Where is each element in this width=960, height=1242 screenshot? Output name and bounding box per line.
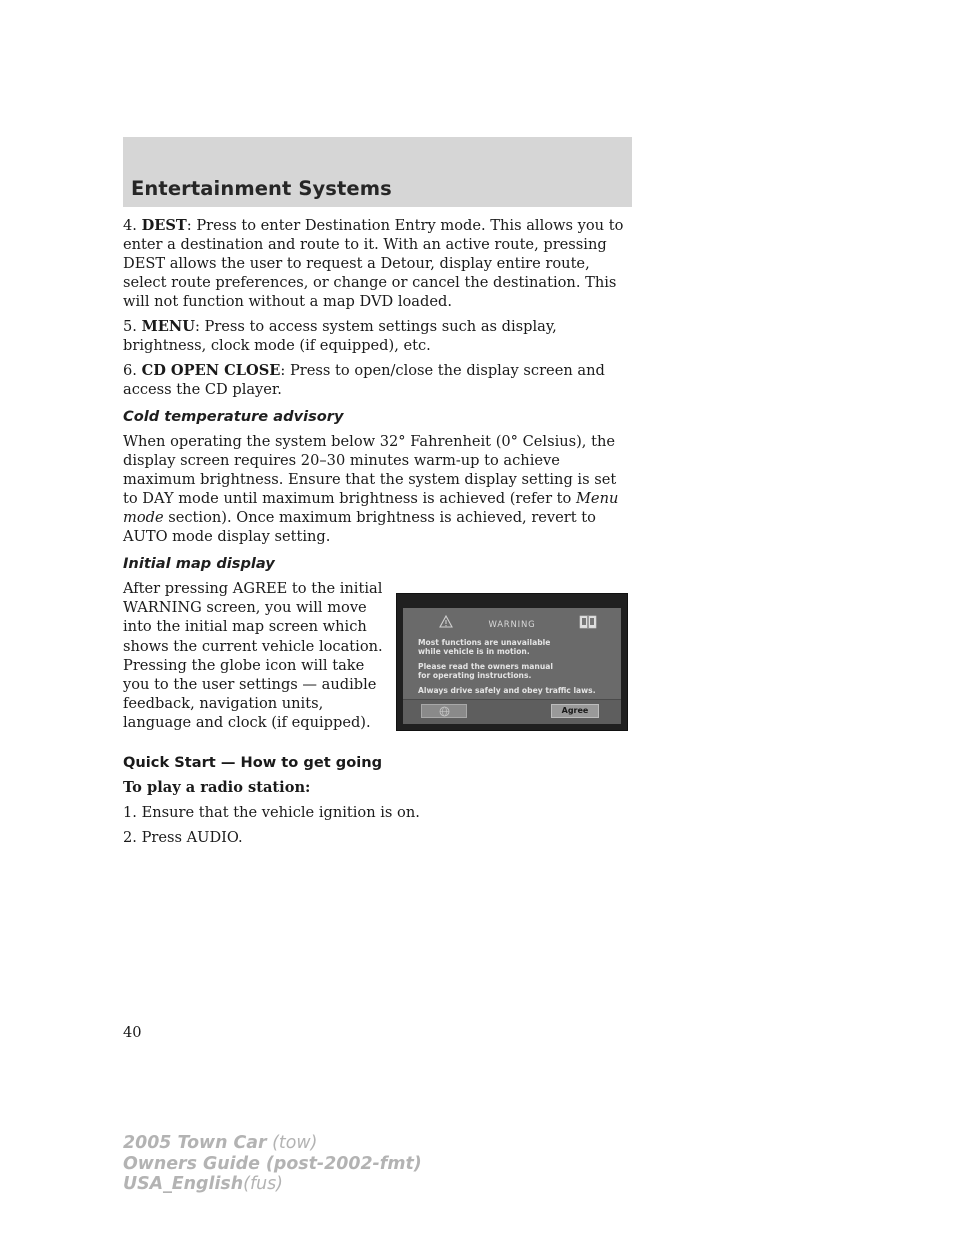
footer-language-code: (fus) [243,1174,283,1194]
warning-title: WARNING [488,620,536,630]
quick-start-heading: Quick Start — How to get going [123,754,383,771]
footer-language: USA_English [123,1174,244,1194]
initial-map-heading: Initial map display [123,555,275,572]
item-term: CD OPEN CLOSE [141,362,281,379]
item-text: : Press to enter Destination Entry mode. This allows you to enter a destination and route to it. With an active route, pressing DEST allows the user to request a Detour, display entire route, select route preferences, or change or cancel the destination. This will not function without a map DVD loaded. [123,217,624,310]
footer-line-1 [123,1133,422,1154]
initial-map-paragraph: After pressing AGREE to the initial WARNING screen, you will move into the initial map screen which shows the current vehicle location. Pressing the globe icon will take you to the user settings — audible feedback, navigation units, language and clock (if equipped). [123,580,383,732]
globe-icon [439,706,450,717]
warning-message-3 [418,686,596,695]
section-title: Entertainment Systems [131,177,392,200]
warning-line: for operating instructions. [418,671,532,681]
agree-button: Agree [551,704,599,718]
quick-start-step-1: 1. Ensure that the vehicle ignition is on. [123,804,420,821]
item-term: MENU [141,318,195,335]
item-number: 4. [123,217,137,234]
list-item-dest [123,216,635,311]
section-header-band [123,137,632,207]
globe-button [421,704,467,718]
item-number: 6. [123,362,137,379]
item-term: DEST [141,217,187,234]
quick-start-step-2: 2. Press AUDIO. [123,829,243,846]
list-item-menu [123,317,635,355]
warning-message-2 [418,662,553,681]
footer-line-3 [123,1174,422,1195]
warning-line: Please read the owners manual [418,662,553,671]
menu-mode-reference: Menu mode [123,490,619,526]
document-footer [123,1133,422,1195]
warning-line: Most functions are unavailable [418,638,551,647]
cold-text-after: section). Once maximum brightness is achieved, revert to AUTO mode display setting. [123,509,596,545]
list-item-cd-open-close [123,361,635,399]
warning-title-row [403,614,621,632]
item-text: : Press to open/close the display screen and access the CD player. [123,362,605,398]
footer-guide-name: Owners Guide (post-2002-fmt) [123,1153,422,1174]
warning-message-1 [418,638,550,657]
warning-screen-display [403,608,621,724]
quick-start-subheading: To play a radio station: [123,779,311,796]
initial-map-section [123,579,635,753]
item-number: 5. [123,318,137,335]
item-text: : Press to access system settings such as display, brightness, clock mode (if equipped), etc. [123,318,557,354]
footer-line-2 [123,1154,422,1175]
page-number: 40 [123,1024,142,1041]
cold-text-before: When operating the system below 32° Fahrenheit (0° Celsius), the display screen requires 20–30 minutes warm-up to achieve maximum brightness. Ensure that the system display setting is set to DAY mode until maximum brightness is achieved (refer to [123,433,617,507]
warning-line: while vehicle is in motion. [418,647,530,657]
cold-temperature-heading: Cold temperature advisory [123,408,344,425]
screen-button-bar [403,699,621,724]
page-content [123,216,635,853]
warning-screen-image [396,593,628,731]
warning-line: Always drive safely and obey traffic laws. [418,686,596,695]
manual-book-icon [579,615,597,629]
cold-temperature-paragraph [123,432,635,546]
footer-model-code: (tow) [272,1133,318,1153]
footer-model: 2005 Town Car [123,1133,267,1153]
